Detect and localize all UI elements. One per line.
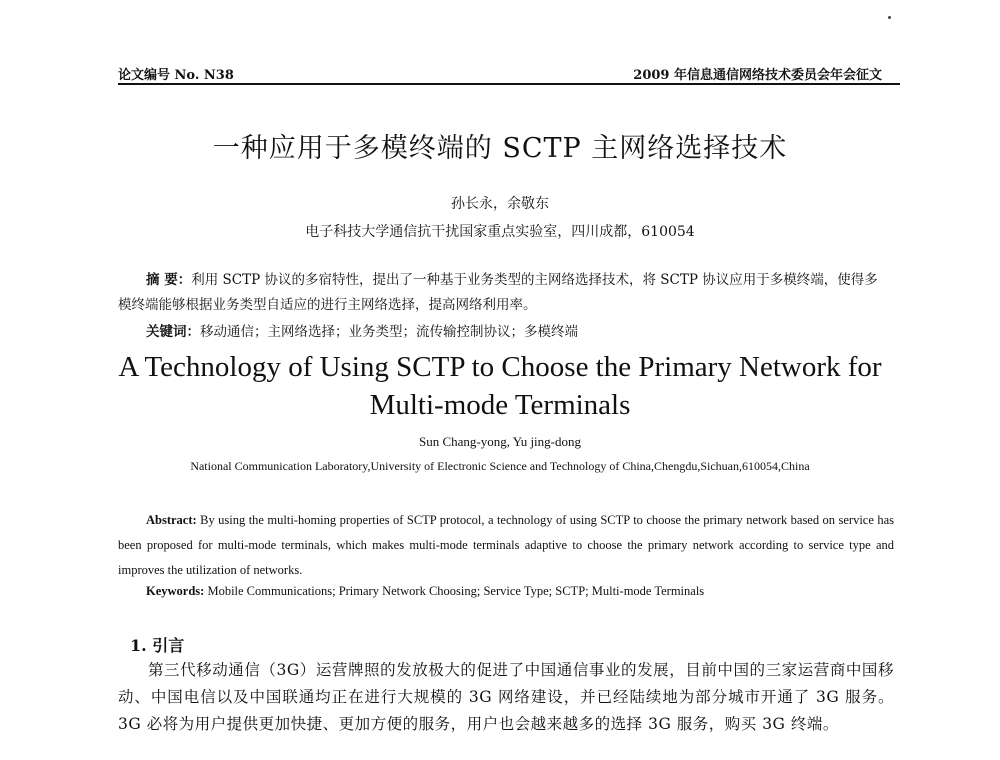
title-chinese: 一种应用于多模终端的 SCTP 主网络选择技术: [212, 133, 788, 164]
authors-english: Sun Chang-yong, Yu jing-dong: [418, 434, 582, 449]
keywords-english-text: Mobile Communications; Primary Network Choosing; Service Type; SCTP; Multi-mode Terminals: [204, 584, 705, 598]
abstract-english-label: Abstract:: [146, 513, 197, 527]
abstract-english: [118, 508, 894, 583]
header-rule: [118, 83, 900, 85]
keywords-chinese-text: 移动通信；主网络选择；业务类型；流传输控制协议；多模终端: [200, 324, 578, 340]
authors-chinese: 孙长永，余敬东: [451, 196, 549, 212]
abstract-chinese-label: 摘 要：: [146, 272, 192, 288]
title-english: A Technology of Using SCTP to Choose the Primary Network for Multi-mode Terminals: [118, 351, 882, 421]
abstract-english-text: By using the multi-homing properties of SCTP protocol, a technology of using SCTP to choose the primary network based on service has been proposed for multi-mode terminals, which makes multi-mode terminals adaptive to choose the primary network according to service type and improves the utilization of networks.: [118, 513, 894, 577]
page-header: [118, 60, 882, 82]
scan-speck: [888, 16, 891, 19]
keywords-english: [146, 584, 882, 599]
keywords-english-label: Keywords:: [146, 584, 205, 598]
keywords-chinese: [146, 320, 882, 340]
affiliation-chinese: 电子科技大学通信抗干扰国家重点实验室，四川成都，610054: [305, 224, 695, 240]
keywords-chinese-label: 关键词：: [146, 324, 200, 340]
paper-number: 论文编号 No. N38: [118, 68, 234, 83]
abstract-chinese-text: 利用 SCTP 协议的多宿特性，提出了一种基于业务类型的主网络选择技术，将 SCTP 协议应用于多模终端，使得多模终端能够根据业务类型自适应的进行主网络选择，提高网络利用率。: [118, 272, 878, 313]
conference-name: 2009 年信息通信网络技术委员会年会征文: [633, 68, 882, 83]
affiliation-english: National Communication Laboratory,University of Electronic Science and Technology of China,Chengdu,Sichuan,610054,China: [190, 459, 810, 473]
intro-paragraph: 第三代移动通信（3G）运营牌照的发放极大的促进了中国通信事业的发展，目前中国的三家运营商中国移动、中国电信以及中国联通均正在进行大规模的 3G 网络建设，并已经陆续地为部分城市开通了 3G 服务。3G 必将为用户提供更加快捷、更加方便的服务，用户也会越来越多的选择 3G 服务，购买 3G 终端。: [118, 661, 894, 733]
section-heading: 1. 引言: [130, 636, 185, 655]
abstract-chinese: [118, 268, 882, 318]
